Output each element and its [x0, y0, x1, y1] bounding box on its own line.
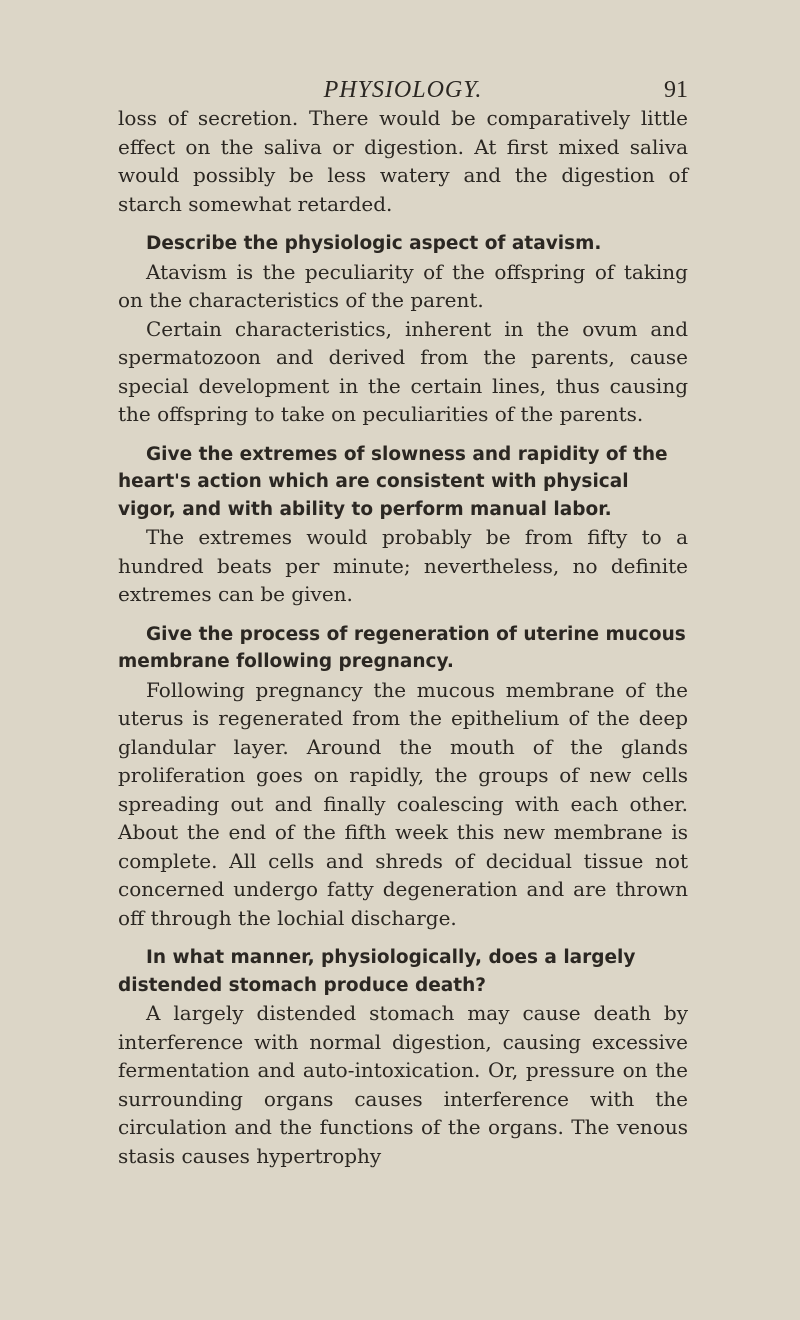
- answer-paragraph: A largely distended stomach may cause death by interference with normal digestion, causing excessive fermentation and auto-intoxication. Or, pressure on the surrounding organs causes interference with the circulation and the functions of the organs. The venous stasis causes hypertrophy: [118, 1001, 688, 1168]
- page-body: [118, 104, 688, 1170]
- answer-paragraph: Following pregnancy the mucous membrane of the uterus is regenerated from the epithelium of the deep glandular layer. Around the mouth of the glands proliferation goes on rapidly, the groups of new cells spreading out and finally coalescing with each other. About the end of the fifth week this new membrane is complete. All cells and shreds of decidual tissue not concerned undergo fatty degeneration and are thrown off through the lochial discharge.: [118, 677, 688, 930]
- running-title: PHYSIOLOGY.: [323, 77, 483, 103]
- page-number: 91: [664, 77, 688, 103]
- question-distended-stomach: In what manner, physiologically, does a largely distended stomach produce death?: [118, 947, 636, 996]
- question-uterine-regeneration: Give the process of regeneration of uterine mucous membrane following pregnancy.: [118, 623, 686, 672]
- answer-paragraph: The extremes would probably be from fifty to a hundred beats per minute; nevertheless, no definite extremes can be given.: [118, 525, 688, 606]
- answer-paragraph: Atavism is the peculiarity of the offspring of taking on the characteristics of the parent.: [118, 259, 688, 312]
- opening-paragraph: loss of secretion. There would be comparatively little effect on the saliva or digestion. At first mixed saliva would possibly be less watery and the digestion of starch somewhat retarded.: [118, 106, 688, 216]
- question-atavism: Describe the physiologic aspect of atavism.: [146, 233, 602, 254]
- question-heart-action: Give the extremes of slowness and rapidity of the heart's action which are consistent with physical vigor, and with ability to perform manual labor.: [118, 443, 668, 520]
- running-head: [118, 0, 688, 104]
- answer-paragraph: Certain characteristics, inherent in the ovum and spermatozoon and derived from the parents, cause special development in the certain lines, thus causing the offspring to take on peculiarities of the parents.: [118, 316, 688, 426]
